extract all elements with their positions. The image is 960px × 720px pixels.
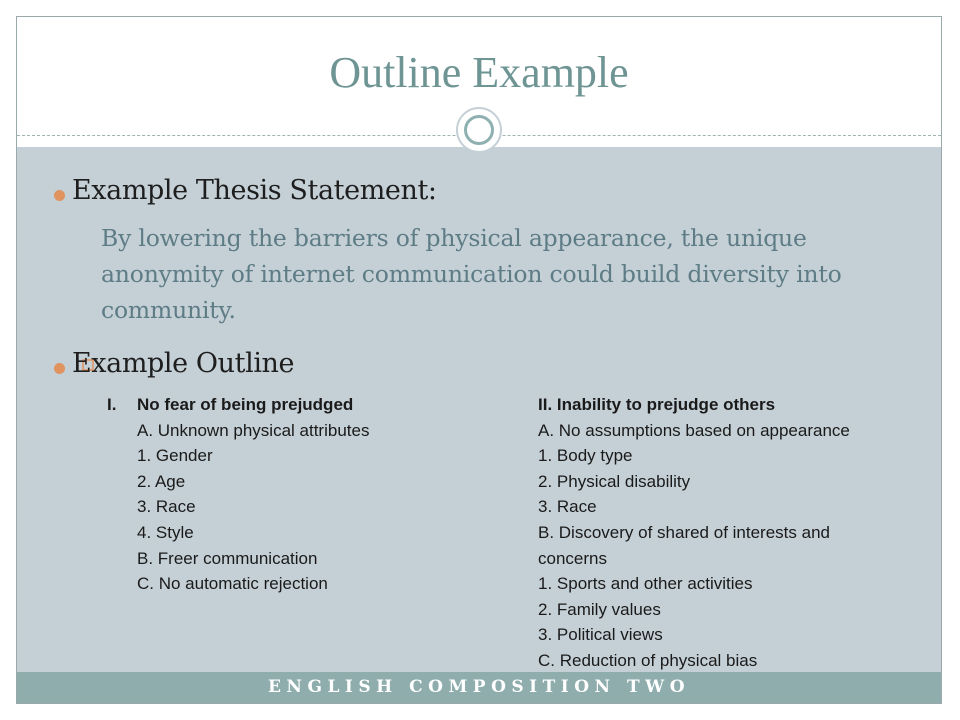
outline-line: 3. Race bbox=[137, 497, 196, 517]
outline-column-right bbox=[538, 392, 850, 674]
outline-line: 3. Race bbox=[538, 497, 597, 517]
outline-line: C. Reduction of physical bias bbox=[538, 650, 758, 670]
bullet-dot-icon bbox=[54, 363, 65, 374]
outline-line: C. No automatic rejection bbox=[137, 574, 328, 594]
outline-line: B. Freer communication bbox=[137, 548, 318, 568]
outline-right-heading: II. Inability to prejudge others bbox=[538, 395, 776, 414]
outline-line: A. No assumptions based on appearance bbox=[538, 420, 850, 440]
outline-line: 2. Family values bbox=[538, 599, 661, 619]
outline-line: 1. Sports and other activities bbox=[538, 574, 753, 594]
outline-line: 3. Political views bbox=[538, 625, 663, 645]
footer-text: ENGLISH COMPOSITION TWO bbox=[267, 677, 691, 697]
outline-line: 1. Gender bbox=[137, 446, 213, 466]
outline-heading-text: No fear of being prejudged bbox=[137, 395, 354, 414]
outline-line: B. Discovery of shared of interests and bbox=[538, 522, 830, 542]
outline-line: concerns bbox=[538, 548, 607, 568]
bullet-outline-text: Example Outline bbox=[72, 348, 295, 379]
outline-line: 2. Physical disability bbox=[538, 471, 691, 491]
outline-line: A. Unknown physical attributes bbox=[137, 420, 370, 440]
slide-title: Outline Example bbox=[329, 48, 629, 97]
thesis-statement-text: By lowering the barriers of physical appearance, the unique anonymity of internet communication could build diversity into community. bbox=[101, 224, 842, 324]
outline-column-left bbox=[107, 392, 369, 597]
bullet-thesis-text: Example Thesis Statement: bbox=[72, 175, 437, 206]
outline-line: 4. Style bbox=[137, 522, 194, 542]
content-area bbox=[17, 147, 941, 672]
circle-ornament-ring bbox=[464, 115, 494, 145]
footer-bar bbox=[17, 672, 941, 704]
outline-line: 1. Body type bbox=[538, 446, 633, 466]
outline-left-heading bbox=[107, 392, 369, 418]
roman-numeral: I. bbox=[107, 395, 117, 414]
bullet-dot-icon bbox=[54, 190, 65, 201]
outline-left-lines bbox=[107, 418, 369, 597]
circle-ornament-icon bbox=[456, 107, 502, 153]
outline-line: 2. Age bbox=[137, 471, 186, 491]
slide-frame bbox=[16, 16, 942, 704]
